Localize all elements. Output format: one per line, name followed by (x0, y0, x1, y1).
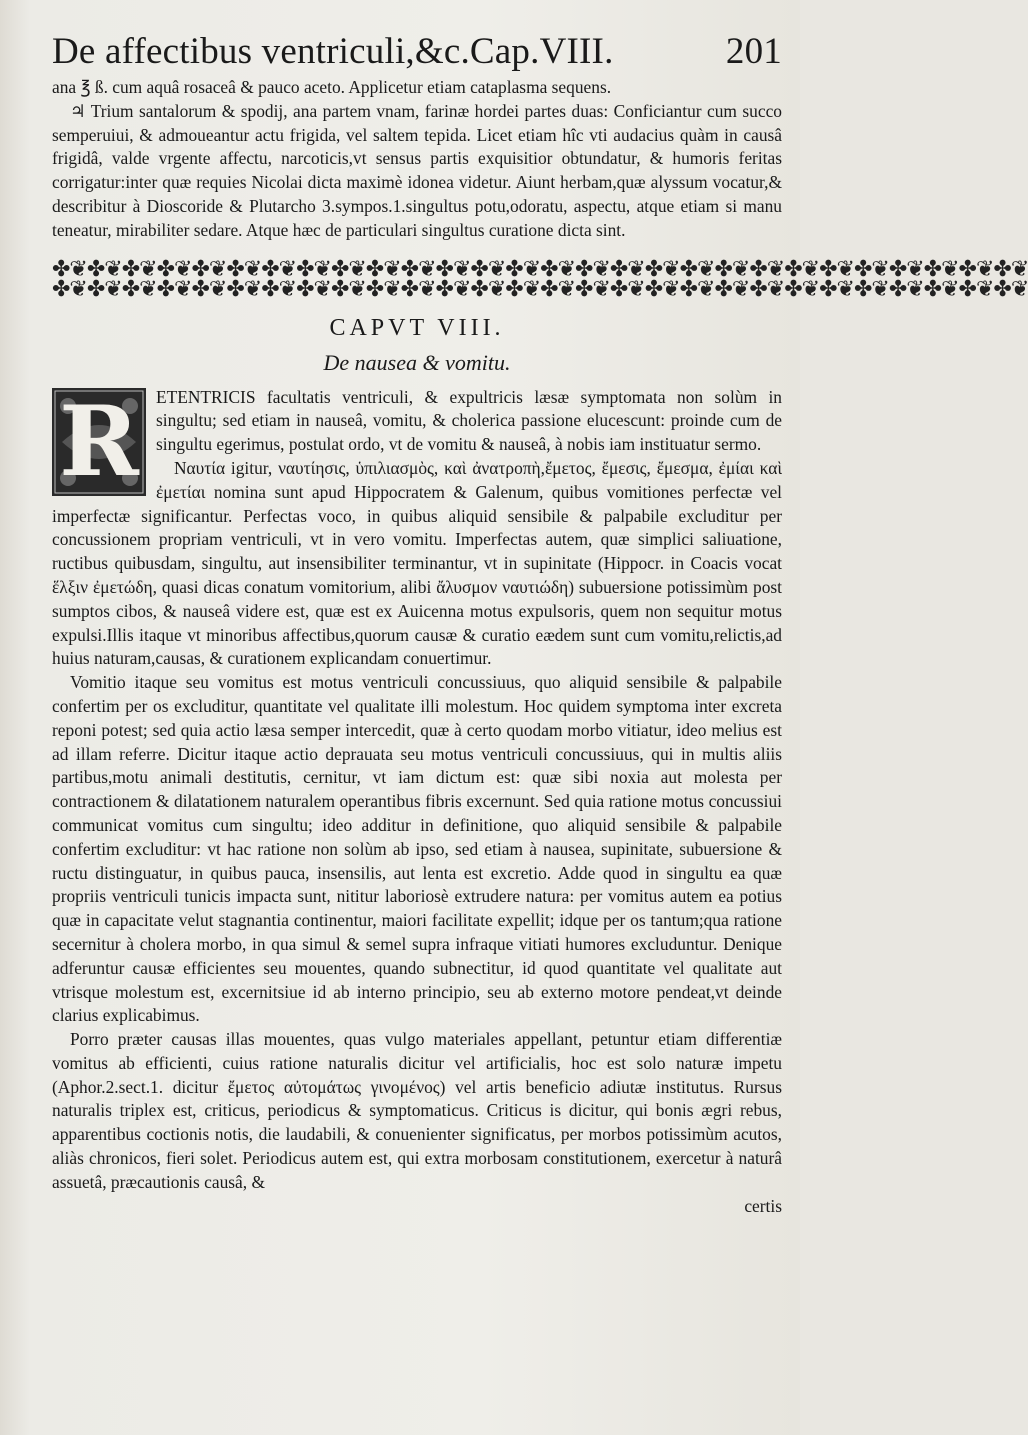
paragraph-2: Ναυτία igitur, ναυτίησις, ὑπιλιασμὸς, καὶ ἀνατροπὴ,ἔμετος, ἔμεσις, ἔμεσμα, ἐμίαι καὶ ἐμετίαι nomina sunt apud Hippocratem & Galenum, quibus vomitiones perfectæ vel imperfectæ significantur. Perfectas voco, in quibus aliquid sensibile & palpabile excluditur per concussionem propriam ventriculi, vt in vero vomitu. Imperfectas autem, quæ simplici saliuatione, ructibus quibusdam, singultu, aut insensibiliter terminantur, vt in supinitate (Hippocr. in Coacis vocat ἕλξιν ἐμετώδη, quasi dicas conatum vomitorium, alibi ἄλυσμον ναυτιώδη) subuersione potissimùm post sumptos cibos, & nauseâ videre est, quæ est ex Auicenna motus expulsoris, quem non sequitur motus expulsi.Illis itaque vt minoribus affectibus,quorum causæ & curatio eædem sunt cum vomitu,relictis,ad huius naturam,causas, & curationem explicandam conuertimur. (52, 457, 782, 669)
ornament-row-bottom: ✤❦✤❦✤❦✤❦✤❦✤❦✤❦✤❦✤❦✤❦✤❦✤❦✤❦✤❦✤❦✤❦✤❦✤❦✤❦✤❦✤❦✤❦✤❦✤❦✤❦✤❦✤❦✤❦ (52, 275, 1028, 301)
ornament-row-top: ✤❦✤❦✤❦✤❦✤❦✤❦✤❦✤❦✤❦✤❦✤❦✤❦✤❦✤❦✤❦✤❦✤❦✤❦✤❦✤❦✤❦✤❦✤❦✤❦✤❦✤❦✤❦✤❦ (52, 255, 1028, 281)
initial-letter: R (59, 384, 139, 498)
chapter-heading: CAPVT VIII. (329, 314, 505, 341)
decorated-initial (52, 384, 146, 498)
page-number: 201 (725, 31, 782, 72)
paragraph-3: Vomitio itaque seu vomitus est motus ventriculi concussiuus, quo aliquid sensibile & palpabile confertim per os excluditur, quantitate vel qualitate illi molestum. Hoc quidem symptoma inter excreta reponi potest; sed quia actio læsa semper intercedit, quæ à certo quodam morbo vitiatur, ideo melius est ad illam referre. Dicitur itaque actio deprauata seu motus ventriculi concussiuus, qui in multis aliis partibus,motu animali destitutis, cernitur, vt iam dictum est: quæ sibi noxia aut molesta per contractionem & dilatationem naturalem operantibus fibris excernunt. Sed quia ratione motus concussiui communicat vomitus cum singultu; ideo additur in definitione, quo aliquid sensibile & palpabile confertim excluditur: vt hac ratione non solùm ab ipso, sed etiam à nausea, supinitate, subuersione & ructu distinguatur, in quibus pauca, insensilis, aut lenta est excretio. Adde quod in singultu ea quæ propriis ventriculi tunicis impacta sunt, nititur laboriosè extrudere natura: per vomitus autem ea potius quæ in capacitate velut stagnantia continentur, maiori facilitate expellit; idque per os tantum;qua ratione secernitur à cholera morbo, in qua simul & semel supra infraque vitiati humores excluduntur. Denique adferuntur causæ efficientes seu mouentes, quando subnectitur, id quod quantitate vel qualitate aut vtrisque molestum est, excernitsiue id ab interno principio, seu ab externo motore pendeat,vt deinde clarius explicabimus. (52, 672, 782, 1026)
chapter-subtitle: De nausea & vomitu. (323, 349, 511, 375)
catchword: certis (744, 1195, 782, 1216)
chapter-body (52, 386, 782, 1219)
paragraph-1: ETENTRICIS facultatis ventriculi, & expultricis læsæ symptomata non solùm in singultu; sed etiam in nauseâ, vomitu, & cholerica passione elucescunt: proinde cum de singultu egerimus, postulat ordo, vt de vomitu & nauseâ, à nobis iam instituatur sermo. (156, 386, 782, 455)
running-head (52, 30, 782, 74)
ornamental-border (52, 255, 1028, 303)
paragraph-opening-1: ana ℥ ß. cum aquâ rosaceâ & pauco aceto. Applicetur etiam cataplasma sequens. (52, 77, 612, 97)
paragraph-4: Porro præter causas illas mouentes, quas vulgo materiales appellant, petuntur etiam differentiæ vomitus ab efficienti, cuius ratione naturalis dicitur vel artificialis, hoc est solo naturæ impetu (Aphor.2.sect.1. dicitur ἔμετος αὐτομάτως γινομένος) vel artis beneficio adiutæ institutus. Rursus naturalis triplex est, criticus, periodicus & symptomaticus. Criticus is dicitur, qui bonis ægri rebus, apparentibus coctionis notis, die laudabili, & conuenienter significatus, per morbos potissimùm acutos, aliàs chronicos, fieri solet. Periodicus autem est, qui extra morbosam constitutionem, exercetur à naturâ assuetâ, præcautionis causâ, & (52, 1029, 782, 1192)
paragraph-opening-2: ♃ Trium santalorum & spodij, ana partem vnam, farinæ hordei partes duas: Conficiantur cum succo semperuiui, & admoueantur actu frigida, vel saltem tepida. Licet etiam hîc vti audacius quàm in causâ frigidâ, valde vrgente affectu, narcoticis,vt sensus partis exquisitior obtundatur, & humoris feritas corrigatur:inter quæ requies Nicolai dicta maximè idonea videtur. Aiunt herbam,quæ alyssum vocatur,& describitur à Dioscoride & Plutarcho 3.sympos.1.singultus potu,odoratu, aspectu, atque etiam si manu teneatur, mirabiliter sedare. Atque hæc de particulari singultus curatione dicta sint. (52, 100, 782, 240)
running-title: De affectibus ventriculi,&c.Cap.VIII. (52, 31, 614, 72)
